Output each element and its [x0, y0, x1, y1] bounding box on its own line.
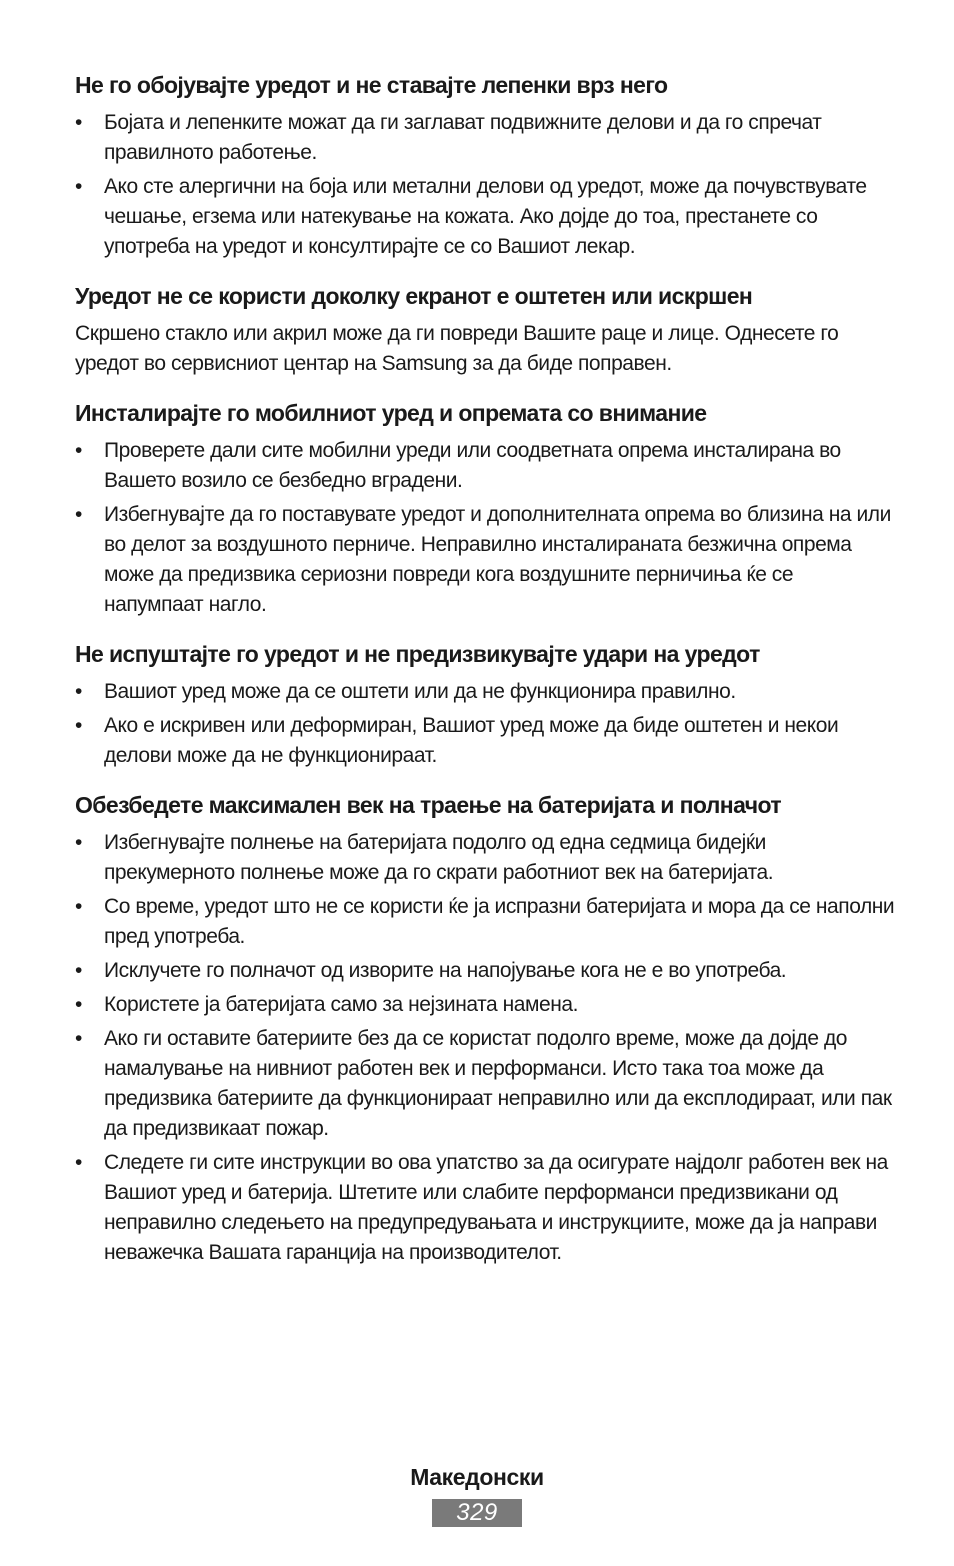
list-item-text: Бојата и лепенките можат да ги заглават подвижните делови и да го спречат правилното работење. — [104, 111, 822, 164]
bullet-icon: • — [75, 1151, 82, 1174]
list-item — [75, 1148, 895, 1268]
list-item-text: Ако ги оставите батериите без да се користат подолго време, може да дојде до намалување на нивниот работен век и перформанси. Исто така тоа може да предизвика батериите да функционираат неправилно или да експлодираат, или пак да предизвикаат пожар. — [104, 1027, 892, 1140]
list-item-text: Ако е искривен или деформиран, Вашиот уред може да биде оштетен и некои делови може да не функционираат. — [104, 714, 839, 767]
bullet-icon: • — [75, 959, 82, 982]
document-body — [75, 70, 895, 1287]
list-item-text: Избегнувајте да го поставувате уредот и дополнителната опрема во близина на или во делот за воздушното перниче. Неправилно инсталираната безжична опрема може да предизвика сериозни повреди кога воздушните перничиња ќе се напумпаат нагло. — [104, 503, 891, 616]
bullet-icon: • — [75, 680, 82, 703]
section-heading: Уредот не се користи доколку екранот е оштетен или искршен — [75, 283, 753, 309]
section-paint-stickers — [75, 70, 895, 262]
list-item-text: Следете ги сите инструкции во ова упатство за да осигурате најдолг работен век на Вашиот уред и батерија. Штетите или слабите перформанси предизвикани од неправилно следењето на предупредувањата и инструкциите, може да ја направи неважечка Вашата гаранција на производителот. — [104, 1151, 888, 1264]
section-heading: Не го обојувајте уредот и не ставајте лепенки врз него — [75, 72, 668, 98]
page-footer — [0, 1462, 954, 1527]
page-number-badge: 329 — [432, 1499, 522, 1527]
list-item — [75, 172, 895, 262]
bullet-list — [75, 436, 895, 620]
list-item-text: Со време, уредот што не се користи ќе ја испразни батеријата и мора да се наполни пред употреба. — [104, 895, 895, 948]
bullet-icon: • — [75, 439, 82, 462]
section-broken-screen — [75, 281, 895, 379]
bullet-icon: • — [75, 175, 82, 198]
list-item-text: Исклучете го полначот од изворите на напојување кога не е во употреба. — [104, 959, 787, 982]
list-item — [75, 990, 895, 1020]
bullet-icon: • — [75, 111, 82, 134]
section-install-carefully — [75, 398, 895, 620]
bullet-icon: • — [75, 993, 82, 1016]
bullet-icon: • — [75, 714, 82, 737]
list-item — [75, 828, 895, 888]
footer-language-label: Македонски — [410, 1464, 544, 1490]
bullet-list — [75, 828, 895, 1268]
list-item — [75, 956, 895, 986]
list-item — [75, 436, 895, 496]
bullet-icon: • — [75, 831, 82, 854]
list-item-text: Проверете дали сите мобилни уреди или соодветната опрема инсталирана во Вашето возило се безбедно вградени. — [104, 439, 841, 492]
bullet-icon: • — [75, 503, 82, 526]
list-item — [75, 677, 895, 707]
list-item — [75, 892, 895, 952]
list-item — [75, 711, 895, 771]
list-item — [75, 500, 895, 620]
list-item-text: Ако сте алергични на боја или метални делови од уредот, може да почувствувате чешање, егзема или натекување на кожата. Ако дојде до тоа, престанете со употреба на уредот и консултирајте се со Вашиот лекар. — [104, 175, 867, 258]
bullet-icon: • — [75, 895, 82, 918]
section-drop-impact — [75, 639, 895, 771]
list-item — [75, 1024, 895, 1144]
list-item-text: Вашиот уред може да се оштети или да не функционира правилно. — [104, 680, 736, 703]
bullet-list — [75, 108, 895, 262]
section-heading: Обезбедете максимален век на траење на батеријата и полначот — [75, 792, 781, 818]
bullet-list — [75, 677, 895, 771]
list-item-text: Користете ја батеријата само за нејзината намена. — [104, 993, 579, 1016]
section-battery-life — [75, 790, 895, 1268]
list-item — [75, 108, 895, 168]
section-paragraph: Скршено стакло или акрил може да ги повреди Вашите раце и лице. Однесете го уредот во сервисниот центар на Samsung за да биде поправен. — [75, 322, 839, 375]
bullet-icon: • — [75, 1027, 82, 1050]
list-item-text: Избегнувајте полнење на батеријата подолго од една седмица бидејќи прекумерното полнење може да го скрати работниот век на батеријата. — [104, 831, 774, 884]
section-heading: Инсталирајте го мобилниот уред и опремата со внимание — [75, 400, 707, 426]
section-heading: Не испуштајте го уредот и не предизвикувајте удари на уредот — [75, 641, 760, 667]
